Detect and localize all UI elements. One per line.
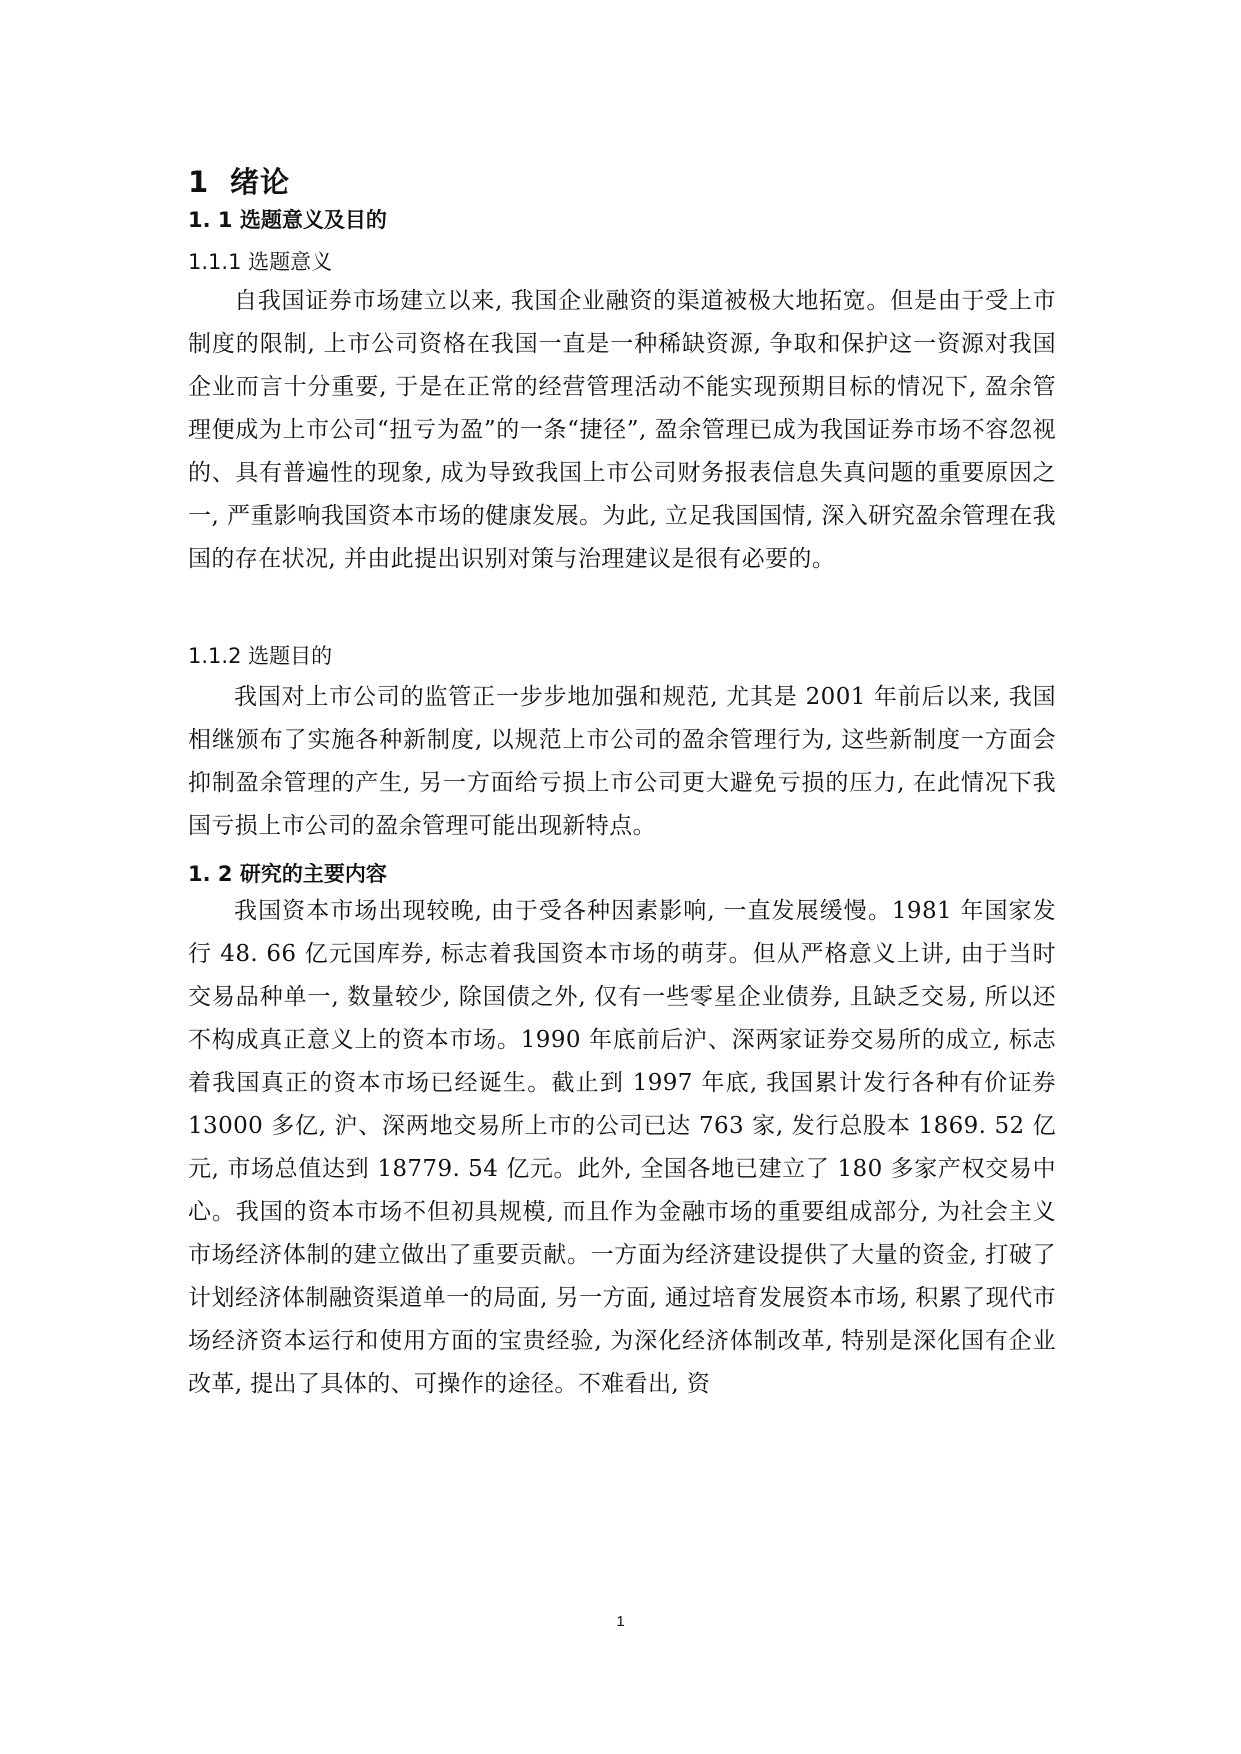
paragraph-topic-purpose: 我国对上市公司的监管正一步步地加强和规范, 尤其是 2001 年前后以来, 我国相继颁布了实施各种新制度, 以规范上市公司的盈余管理行为, 这些新制度一方面会抑制盈余管理的产生, 另一方面给亏损上市公司更大避免亏损的压力, 在此情况下我国亏损上市公司的盈余管理可能出现新特点。: [188, 684, 1056, 839]
page-number: 1: [616, 1613, 625, 1630]
chapter-heading: [188, 160, 290, 201]
paragraph-topic-significance: 自我国证券市场建立以来, 我国企业融资的渠道被极大地拓宽。但是由于受上市制度的限制, 上市公司资格在我国一直是一种稀缺资源, 争取和保护这一资源对我国企业而言十分重要, 于是在正常的经营管理活动不能实现预期目标的情况下, 盈余管理便成为上市公司“扭亏为盈”的一条“捷径”, 盈余管理已成为我国证券市场不容忽视的、具有普遍性的现象, 成为导致我国上市公司财务报表信息失真问题的重要原因之一, 严重影响我国资本市场的健康发展。为此, 立足我国国情, 深入研究盈余管理在我国的存在状况, 并由此提出识别对策与治理建议是很有必要的。: [188, 288, 1056, 572]
chapter-title: 绪论: [230, 165, 291, 199]
subsection-heading-1-1-2: 1.1.2 选题目的: [188, 644, 333, 668]
subsection-heading-1-1-1: 1.1.1 选题意义: [188, 250, 333, 274]
section-heading-1-1: 1. 1 选题意义及目的: [188, 208, 387, 232]
chapter-number: 1: [188, 165, 210, 199]
section-heading-1-2: 1. 2 研究的主要内容: [188, 862, 387, 886]
paragraph-main-content: 我国资本市场出现较晚, 由于受各种因素影响, 一直发展缓慢。1981 年国家发行 48. 66 亿元国库券, 标志着我国资本市场的萌芽。但从严格意义上讲, 由于当时交易品种单一, 数量较少, 除国债之外, 仅有一些零星企业债券, 且缺乏交易, 所以还不构成真正意义上的资本市场。1990 年底前后沪、深两家证券交易所的成立, 标志着我国真正的资本市场已经诞生。截止到 1997 年底, 我国累计发行各种有价证券 13000 多亿, 沪、深两地交易所上市的公司已达 763 家, 发行总股本 1869. 52 亿元, 市场总值达到 18779. 54 亿元。此外, 全国各地已建立了 180 多家产权交易中心。我国的资本市场不但初具规模, 而且作为金融市场的重要组成部分, 为社会主义市场经济体制的建立做出了重要贡献。一方面为经济建设提供了大量的资金, 打破了计划经济体制融资渠道单一的局面, 另一方面, 通过培育发展资本市场, 积累了现代市场经济资本运行和使用方面的宝贵经验, 为深化经济体制改革, 特别是深化国有企业改革, 提出了具体的、可操作的途径。不难看出, 资: [188, 898, 1056, 1397]
